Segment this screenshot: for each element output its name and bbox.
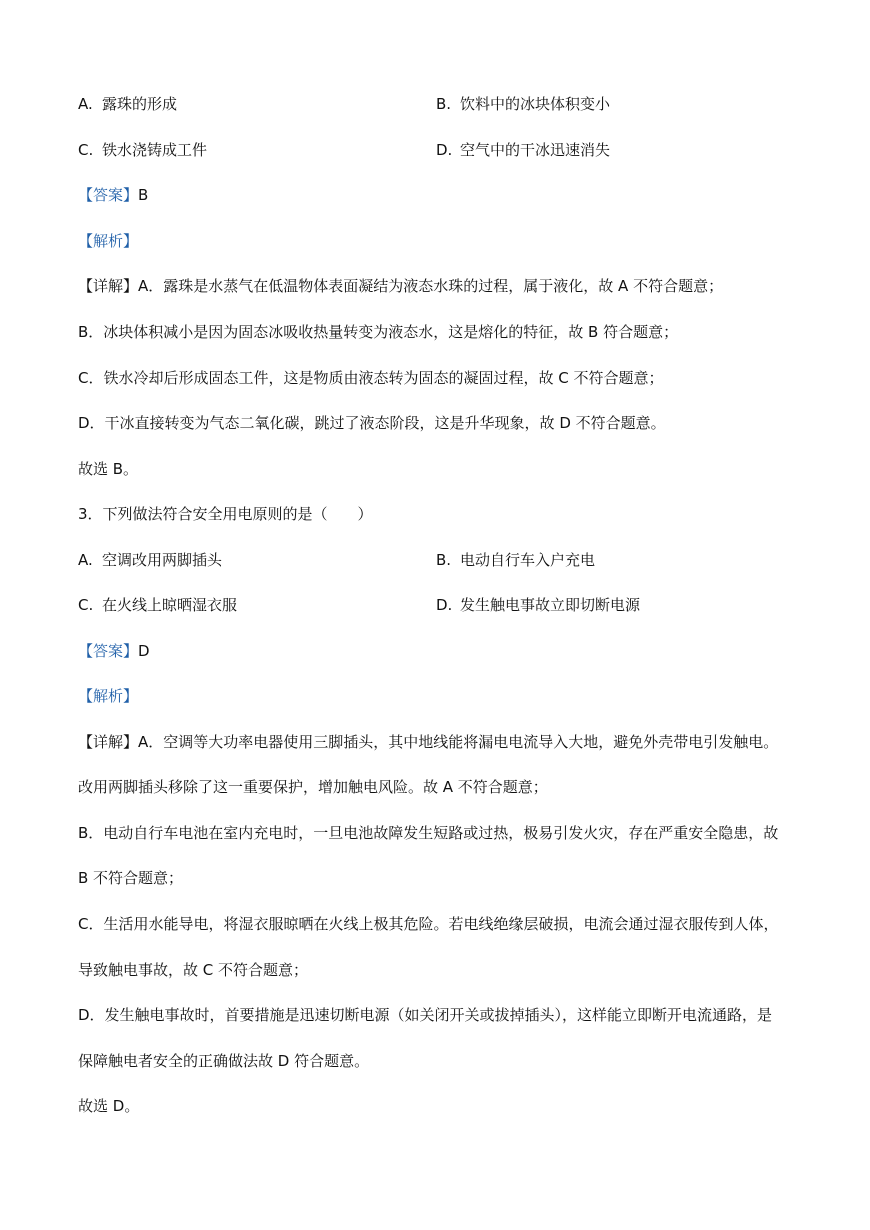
q3-explanation-line: 改用两脚插头移除了这一重要保护，增加触电风险。故 A 不符合题意；: [78, 778, 548, 796]
option-letter: B.: [436, 551, 452, 569]
q3-explanation-line: B．电动自行车电池在室内充电时，一旦电池故障发生短路或过热，极易引发火灾，存在严重安全隐患，故: [78, 824, 779, 842]
q3-explanation-line: 导致触电事故，故 C 不符合题意；: [78, 961, 309, 979]
option-text: 铁水浇铸成工件: [102, 141, 208, 159]
q2-explanation-line: D．干冰直接转变为气态二氧化碳，跳过了液态阶段，这是升华现象，故 D 不符合题意。: [78, 414, 666, 432]
q2-option-d: [436, 140, 610, 160]
option-letter: B.: [436, 95, 452, 113]
q2-option-b: [436, 94, 610, 114]
q3-conclusion: 故选 D。: [78, 1097, 140, 1115]
option-letter: A.: [78, 95, 93, 113]
q2-conclusion: 故选 B。: [78, 460, 139, 478]
answer-tag: 【答案】: [78, 186, 139, 204]
q3-explanation-line: 保障触电者安全的正确做法故 D 符合题意。: [78, 1052, 370, 1070]
q3-explanation-line: D．发生触电事故时，首要措施是迅速切断电源（如关闭开关或拔掉插头），这样能立即断开电流通路，是: [78, 1006, 773, 1024]
q3-explanation-line: [78, 732, 778, 752]
q3-question: 3．下列做法符合安全用电原则的是（ ）: [78, 505, 373, 523]
option-text: 发生触电事故立即切断电源: [460, 596, 641, 614]
detail-tag: 【详解】: [78, 277, 139, 295]
q3-option-d: [436, 595, 640, 615]
detail-tag: 【详解】: [78, 733, 139, 751]
q2-explanation-line: C．铁水冷却后形成固态工件，这是物质由液态转为固态的凝固过程，故 C 不符合题意；: [78, 369, 664, 387]
option-text: 电动自行车入户充电: [460, 551, 596, 569]
option-letter: A.: [78, 551, 93, 569]
q2-answer: [78, 185, 148, 205]
option-letter: C.: [78, 141, 94, 159]
q3-option-a: [78, 550, 222, 570]
answer-value: B: [138, 186, 149, 204]
option-letter: D.: [436, 596, 453, 614]
q2-explanation-line: [78, 276, 723, 296]
q2-explanation-line: B．冰块体积减小是因为固态冰吸收热量转变为液态水，这是熔化的特征，故 B 符合题意；: [78, 323, 679, 341]
q2-option-c: [78, 140, 207, 160]
q2-option-a: [78, 94, 177, 114]
q3-explanation-line: B 不符合题意；: [78, 869, 184, 887]
explanation-text: A．空调等大功率电器使用三脚插头，其中地线能将漏电电流导入大地，避免外壳带电引发触电。: [138, 733, 779, 751]
option-text: 空气中的干冰迅速消失: [460, 141, 611, 159]
option-text: 露珠的形成: [102, 95, 178, 113]
option-text: 饮料中的冰块体积变小: [460, 95, 611, 113]
q3-analysis-tag: 【解析】: [78, 687, 139, 705]
explanation-text: A．露珠是水蒸气在低温物体表面凝结为液态水珠的过程，属于液化，故 A 不符合题意；: [138, 277, 724, 295]
option-letter: D.: [436, 141, 453, 159]
option-text: 空调改用两脚插头: [102, 551, 223, 569]
q3-answer: [78, 641, 150, 661]
option-text: 在火线上晾晒湿衣服: [102, 596, 238, 614]
answer-tag: 【答案】: [78, 642, 139, 660]
q3-option-b: [436, 550, 595, 570]
q3-option-c: [78, 595, 237, 615]
q2-analysis-tag: 【解析】: [78, 232, 139, 250]
answer-value: D: [138, 642, 150, 660]
q3-explanation-line: C．生活用水能导电，将湿衣服晾晒在火线上极其危险。若电线绝缘层破损，电流会通过湿衣服传到人体，: [78, 915, 779, 933]
option-letter: C.: [78, 596, 94, 614]
